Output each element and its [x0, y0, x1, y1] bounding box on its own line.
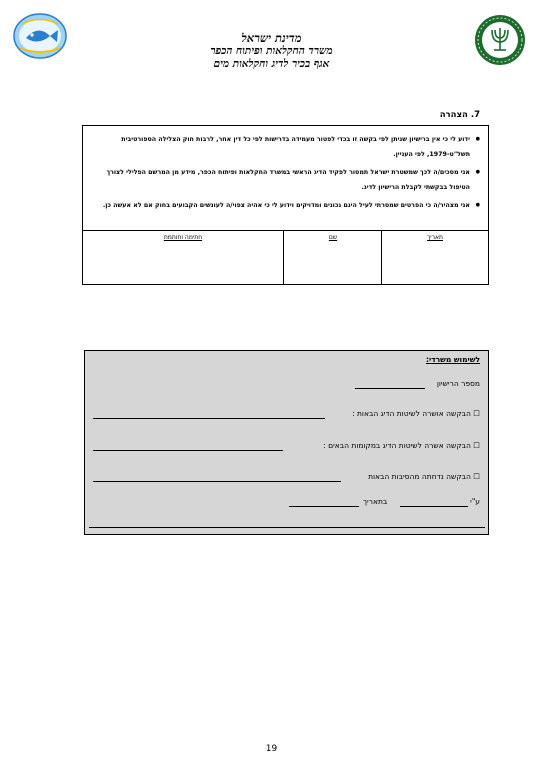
- date-label: תאריך: [427, 234, 443, 241]
- by-field[interactable]: [400, 506, 468, 507]
- document-header: [120, 32, 423, 71]
- rejected-label: ☐ הבקשה נדחתה מהסיבות הבאות: [368, 472, 480, 481]
- declaration-item: ● אני מסכים/ה לכך שמשטרת ישראל תמסור לפקיד הדיג הראשי במשרד החקלאות ופיתוח הכפר, מידע מן המרשם הפלילי לצורך הטיפול בבקשתי לקבלת הרישיון לדיג.: [89, 165, 480, 195]
- approved-places-field[interactable]: [93, 450, 283, 451]
- office-use-title: לשימוש משרדי:: [426, 355, 480, 364]
- approved-methods-field[interactable]: [93, 418, 325, 419]
- by-label: ע"י: [470, 497, 480, 506]
- date-cell[interactable]: [381, 231, 488, 284]
- bottom-line: [89, 527, 485, 528]
- signature-row: [83, 230, 488, 284]
- name-cell[interactable]: [283, 231, 382, 284]
- license-number-label: מספר הרישיון: [436, 379, 480, 388]
- signature-cell[interactable]: [83, 231, 283, 284]
- page-number: 19: [265, 744, 278, 754]
- fisheries-logo-icon: [12, 12, 68, 60]
- name-label: שם: [328, 234, 338, 241]
- approved-methods-label: ☐ הבקשה אושרה לשיטות הדיג הבאות :: [352, 409, 480, 418]
- department-name: אגף בכיר לדיג וחקלאות מים: [213, 58, 330, 70]
- license-number-field[interactable]: [355, 388, 425, 389]
- declaration-box: [82, 125, 489, 285]
- rejected-reasons-field[interactable]: [93, 481, 341, 482]
- signature-label: חתימה וחותמת: [163, 234, 203, 241]
- state-name: מדינת ישראל: [241, 31, 302, 45]
- section-title: 7. הצהרה: [439, 110, 480, 120]
- approved-places-label: ☐ הבקשה אשרה לשיטות הדיג במקומות הבאים :: [323, 441, 480, 450]
- ministry-name: משרד החקלאות ופיתוח הכפר: [210, 45, 333, 57]
- ministry-menorah-logo-icon: [474, 14, 526, 66]
- office-date-field[interactable]: [289, 506, 359, 507]
- declaration-item: ● ידוע לי כי אין ברישיון שניתן לפי בקשה זו בכדי לפטור מעמידה בדרישות לפי כל דין אחר, לרבות חוק הצלילה הספורטיבית תשל"ט-1979, לפי העניין.: [89, 132, 480, 162]
- declaration-list: [89, 132, 480, 216]
- date-label-office: בתאריך: [363, 497, 388, 506]
- office-use-box: [84, 350, 489, 535]
- declaration-item: ● אני מצהיר/ה כי הפרטים שמסרתי לעיל הינם נכונים ומדויקים וידוע לי כי אהיה צפוי/ה לעונשים הקבועים בחוק אם לא אעשה כן.: [89, 198, 480, 213]
